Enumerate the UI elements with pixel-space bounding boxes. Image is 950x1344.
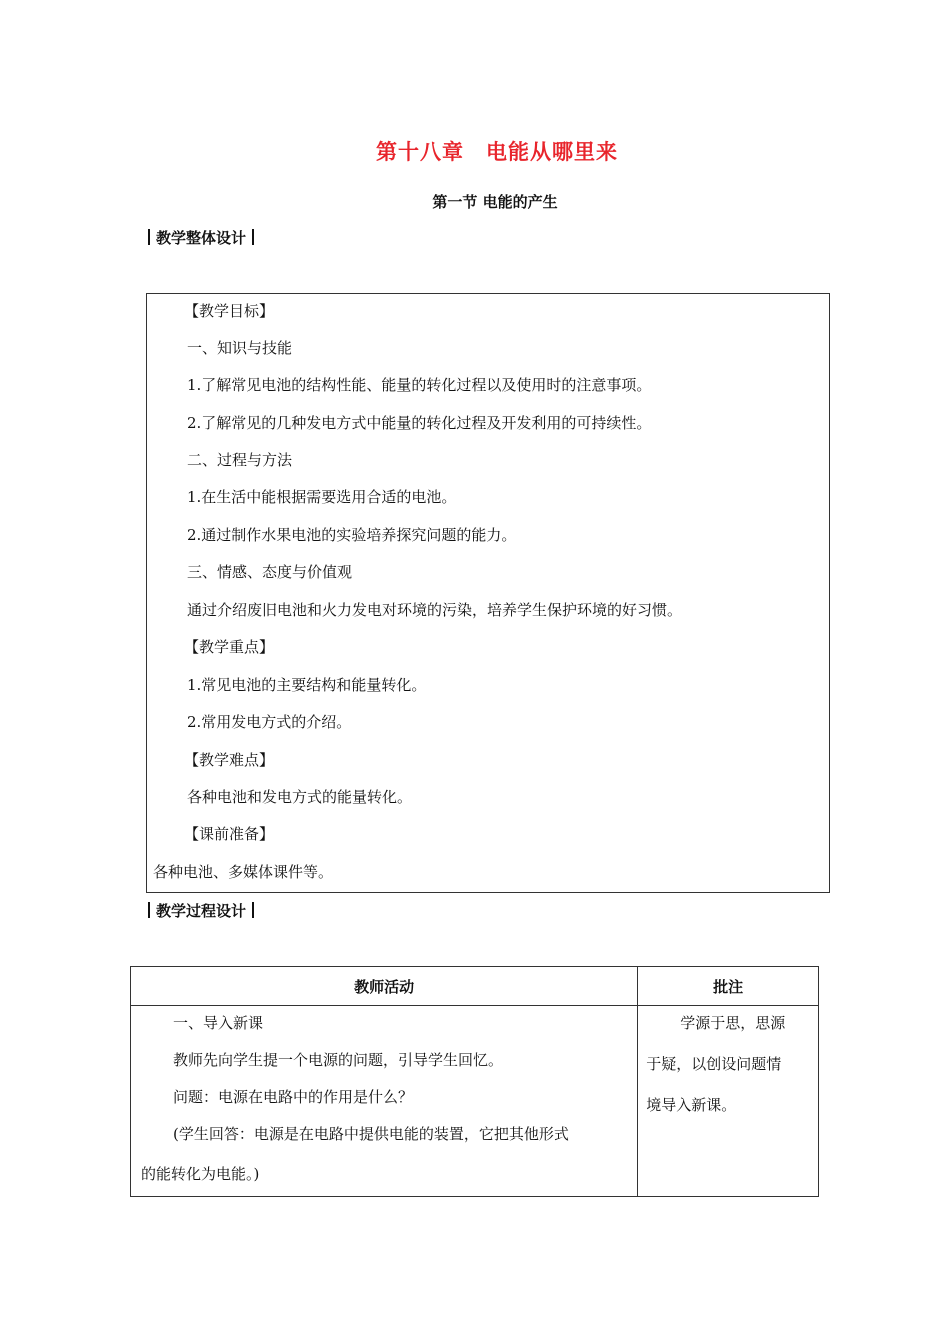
activity-line-1: 一、导入新课 <box>173 1014 264 1032</box>
difficulty-heading: 【教学难点】 <box>184 751 275 769</box>
process-table <box>130 966 819 1197</box>
prep-heading: 【课前准备】 <box>184 825 275 843</box>
section-subtitle: 第一节 电能的产生 <box>432 193 558 211</box>
key-item-2: 2.常用发电方式的介绍。 <box>187 713 352 731</box>
chapter-title: 第十八章 电能从哪里来 <box>376 140 618 164</box>
key-item-1: 1.常见电池的主要结构和能量转化。 <box>187 676 427 694</box>
emotion-heading: 三、情感、态度与价值观 <box>187 563 353 581</box>
process-item-2: 2.通过制作水果电池的实验培养探究问题的能力。 <box>187 526 517 544</box>
emotion-item-1: 通过介绍废旧电池和火力发电对环境的污染，培养学生保护环境的好习惯。 <box>187 601 683 619</box>
label-bar-left <box>148 902 150 918</box>
activity-line-2: 教师先向学生提一个电源的问题，引导学生回忆。 <box>173 1051 504 1069</box>
note-line-3: 境导入新课。 <box>646 1096 737 1114</box>
label-bar-right <box>252 229 254 245</box>
knowledge-heading: 一、知识与技能 <box>187 339 293 357</box>
key-heading: 【教学重点】 <box>184 638 275 656</box>
process-item-1: 1.在生活中能根据需要选用合适的电池。 <box>187 488 457 506</box>
label-bar-right <box>252 902 254 918</box>
activity-line-4: (学生回答：电源是在电路中提供电能的装置，它把其他形式 <box>173 1125 569 1143</box>
knowledge-item-2: 2.了解常见的几种发电方式中能量的转化过程及开发利用的可持续性。 <box>187 414 652 432</box>
knowledge-item-1: 1.了解常见电池的结构性能、能量的转化过程以及使用时的注意事项。 <box>187 376 652 394</box>
process-heading: 二、过程与方法 <box>187 451 293 469</box>
header-notes: 批注 <box>638 967 819 1006</box>
label-bar-left <box>148 229 150 245</box>
overall-design-label-text: 教学整体设计 <box>156 229 247 247</box>
process-design-label-text: 教学过程设计 <box>156 902 247 920</box>
table-header-row <box>131 967 819 1006</box>
activity-line-3: 问题：电源在电路中的作用是什么？ <box>173 1088 414 1106</box>
header-teacher-activity: 教师活动 <box>131 967 638 1006</box>
process-design-label <box>148 900 254 921</box>
prep-item-1: 各种电池、多媒体课件等。 <box>153 863 334 881</box>
table-row <box>131 1006 819 1197</box>
activity-line-5: 的能转化为电能。) <box>141 1165 260 1183</box>
note-line-2: 于疑，以创设问题情 <box>646 1055 782 1073</box>
difficulty-item-1: 各种电池和发电方式的能量转化。 <box>187 788 413 806</box>
overall-design-box <box>146 293 830 893</box>
overall-design-label <box>148 227 254 248</box>
note-cell <box>638 1006 819 1197</box>
goals-heading: 【教学目标】 <box>184 302 275 320</box>
activity-cell <box>131 1006 638 1197</box>
note-line-1: 学源于思，思源 <box>680 1014 786 1032</box>
